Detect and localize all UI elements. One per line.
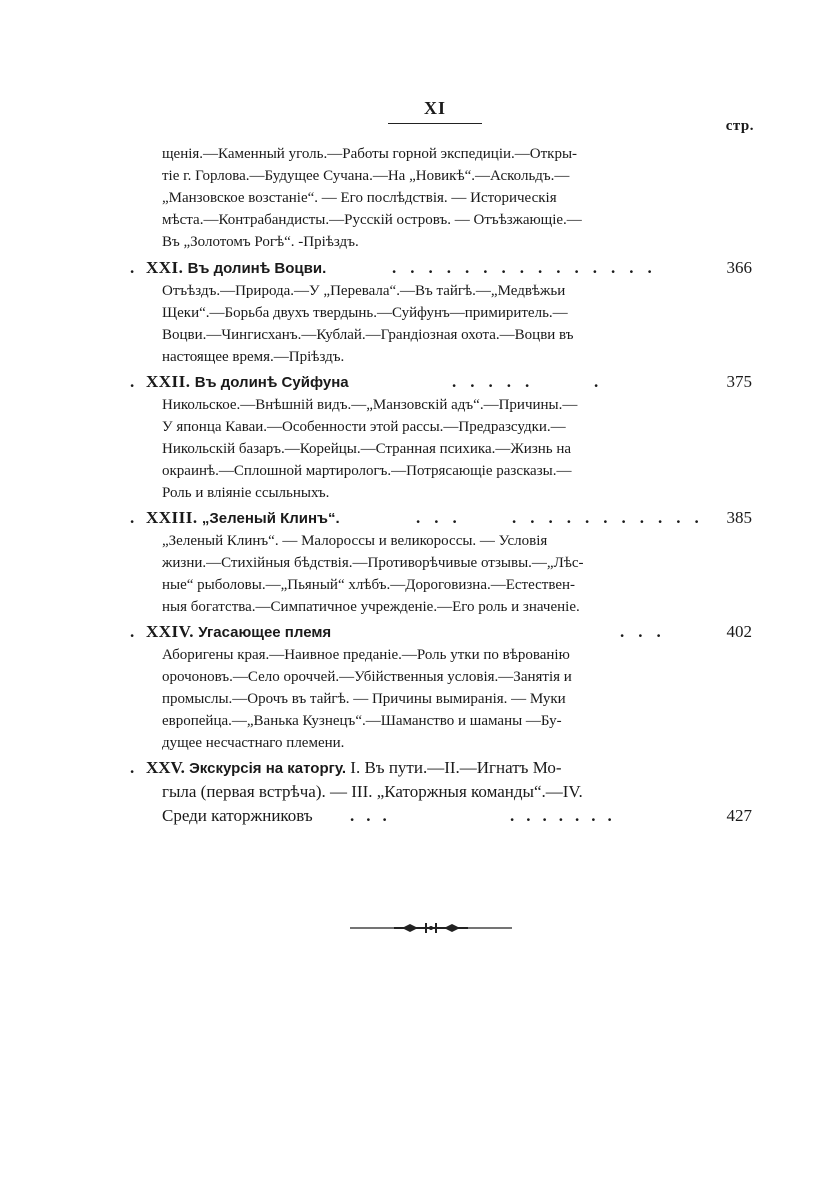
desc-line: „Манзовское возстаніе“. — Его послѣдствія. — Историческія: [162, 190, 557, 206]
desc-line: дущее несчастнаго племени.: [162, 735, 345, 751]
chapter-title: Въ долинѣ Воцви.: [187, 260, 327, 277]
toc-entry-xxi[interactable]: [130, 256, 752, 280]
desc-line: окраинѣ.—Сплошной мартирологъ.—Потрясающіе разсказы.—: [162, 463, 572, 479]
chapter-page: 402: [726, 622, 752, 641]
desc-line: европейца.—„Ванька Кузнецъ“.—Шаманство и шаманы —Бу-: [162, 713, 562, 729]
desc-line: Щеки“.—Борьба двухъ твердынь.—Суйфунъ—примиритель.—: [162, 305, 568, 321]
chapter-number: XXIII.: [146, 508, 198, 527]
leader-dots: ...............: [392, 258, 666, 277]
leader-dots: ...: [416, 508, 471, 527]
chapter-number: XXV.: [146, 758, 185, 777]
leader-dots: .......: [510, 806, 624, 825]
desc-line: настоящее время.—Пріѣздъ.: [162, 349, 345, 365]
chapter-description-xxii: [162, 394, 702, 504]
chapter-page: 427: [726, 806, 752, 825]
chapter-subsections-line: гыла (первая встрѣча). — III. „Каторжныя команды“.—IV.: [162, 782, 583, 801]
desc-line: жизни.—Стихійныя бѣдствія.—Противорѣчивые отзывы.—„Лѣс-: [162, 555, 584, 571]
desc-line: „Зеленый Клинъ“. — Малороссы и великороссы. — Условія: [162, 533, 548, 549]
leader-dots: .....: [452, 372, 544, 391]
chapter-page: 366: [726, 258, 752, 277]
entry-bullet: .: [130, 258, 135, 277]
chapter-page: 385: [726, 508, 752, 527]
entry-bullet: .: [130, 622, 135, 641]
page-number: XI: [423, 98, 446, 118]
chapter-title: Угасающее племя: [198, 624, 332, 641]
chapter-number: XXI.: [146, 258, 184, 277]
entry-bullet: .: [130, 508, 135, 527]
desc-line: промыслы.—Орочъ въ тайгѣ. — Причины вымиранія. — Муки: [162, 691, 566, 707]
page-column-label: стр.: [725, 118, 754, 134]
chapter-description-xxi: [162, 280, 702, 368]
chapter-page: 375: [726, 372, 752, 391]
desc-line: Аборигены края.—Наивное преданіе.—Роль утки по вѣрованію: [162, 647, 570, 663]
chapter-description-xxiii: [162, 530, 702, 618]
chapter-title: Въ долинѣ Суйфуна: [194, 374, 349, 391]
leader-dots: ...........: [512, 508, 713, 527]
desc-line: тіе г. Горлова.—Будущее Сучана.—На „Новикѣ“.—Аскольдъ.—: [162, 168, 570, 184]
desc-line: ные“ рыболовы.—„Пьяный“ хлѣбъ.—Дороговизна.—Естествен-: [162, 577, 576, 593]
leader-dots: ...: [350, 806, 399, 825]
chapter-subsections: I. Въ пути.—II.—Игнатъ Мо-: [350, 758, 562, 777]
desc-line: Никольскій базаръ.—Корейцы.—Странная психика.—Жизнь на: [162, 441, 572, 457]
chapter-number: XXII.: [146, 372, 191, 391]
toc-entry-xxv[interactable]: [130, 756, 752, 828]
desc-line: У японца Каваи.—Особенности этой рассы.—Предразсудки.—: [162, 419, 566, 435]
desc-line: Никольское.—Внѣшній видъ.—„Манзовскій адъ“.—Причины.—: [162, 397, 578, 413]
toc-entry-xxii[interactable]: [130, 370, 752, 394]
desc-line: орочоновъ.—Село ороччей.—Убійственныя условія.—Занятія и: [162, 669, 572, 685]
chapter-title: „Зеленый Клинъ“.: [201, 510, 340, 527]
ornament-divider: [350, 920, 512, 936]
chapter-description-xxiv: [162, 644, 702, 754]
desc-line: Воцви.—Чингисханъ.—Кублай.—Грандіозная охота.—Воцви въ: [162, 327, 574, 343]
toc-entry-xxiv[interactable]: [130, 620, 752, 644]
toc-entry-xxiii[interactable]: [130, 506, 752, 530]
leader-dots: ...: [620, 622, 675, 641]
desc-line: Отъѣздъ.—Природа.—У „Перевала“.—Въ тайгѣ.—„Медвѣжьи: [162, 283, 566, 299]
chapter-title: Экскурсія на каторгу.: [189, 760, 347, 777]
leader-dots: .: [594, 372, 613, 391]
desc-line: щенія.—Каменный уголь.—Работы горной экспедиціи.—Откры-: [162, 146, 578, 162]
desc-line: Роль и вліяніе ссыльныхъ.: [162, 485, 330, 501]
chapter-subsections: Среди каторжниковъ: [162, 806, 313, 825]
chapter-number: XXIV.: [146, 622, 195, 641]
desc-line: Въ „Золотомъ Рогѣ“. -Пріѣздъ.: [162, 234, 359, 250]
entry-bullet: .: [130, 758, 135, 777]
entry-bullet: .: [130, 372, 135, 391]
desc-line: ныя богатства.—Симпатичное учрежденіе.—Его роль и значеніе.: [162, 599, 580, 615]
desc-line: мѣста.—Контрабандисты.—Русскій островъ. — Отъѣзжающіе.—: [162, 212, 582, 228]
continuation-description: [162, 143, 702, 253]
